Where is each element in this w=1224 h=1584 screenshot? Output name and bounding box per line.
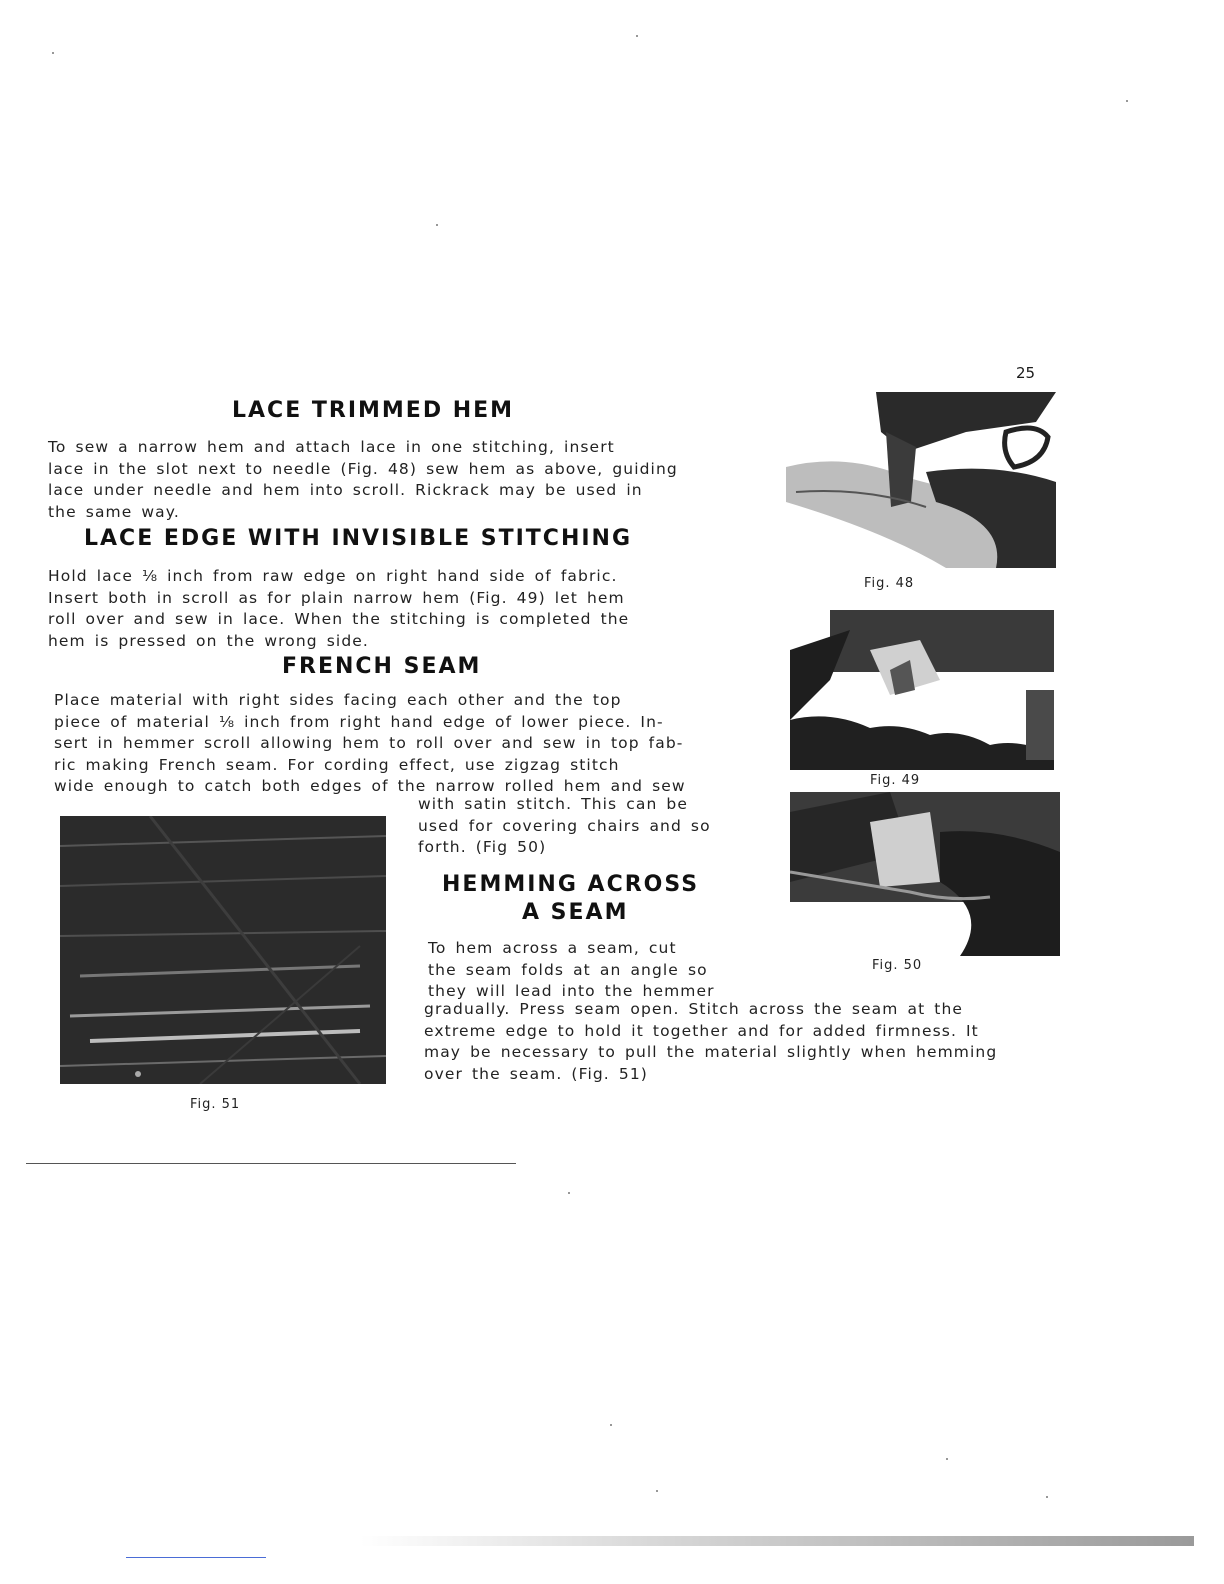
scan-speck (610, 1424, 612, 1426)
figure-48-photo (786, 392, 1056, 568)
text-line: may be necessary to pull the material slightly when hemming (424, 1043, 998, 1061)
text-line: forth. (Fig 50) (418, 838, 547, 856)
figure-48-caption: Fig. 48 (864, 576, 915, 591)
paragraph-lace-trimmed-hem (48, 437, 678, 523)
scan-speck (52, 52, 54, 54)
scan-edge-bar (360, 1536, 1194, 1546)
figure-51-caption: Fig. 51 (190, 1097, 241, 1112)
heading-hemming-across: HEMMING ACROSS (442, 872, 700, 897)
paragraph-lace-edge (48, 566, 629, 652)
heading-french-seam: FRENCH SEAM (282, 654, 482, 679)
text-line: wide enough to catch both edges of the narrow rolled hem and sew (54, 777, 686, 795)
paragraph-french-seam (54, 690, 686, 798)
horizontal-rule (26, 1163, 516, 1164)
scan-speck (568, 1192, 570, 1194)
text-line: the seam folds at an angle so (428, 960, 708, 979)
text-line: gradually. Press seam open. Stitch across the seam at the (424, 1000, 964, 1018)
figure-49-caption: Fig. 49 (870, 773, 921, 788)
text-line: used for covering chairs and so (418, 816, 711, 835)
page-number: 25 (1016, 364, 1036, 382)
blue-underline (126, 1557, 266, 1558)
text-line: with satin stitch. This can be (418, 795, 689, 813)
text-line: Insert both in scroll as for plain narrow hem (Fig. 49) let hem (48, 588, 625, 607)
paragraph-french-seam-continued (418, 794, 711, 859)
scan-speck (636, 35, 638, 37)
text-line: extreme edge to hold it together and for added firmness. It (424, 1021, 979, 1040)
figure-51-photo (60, 816, 386, 1084)
text-line: Hold lace ⅛ inch from raw edge on right hand side of fabric. (48, 567, 618, 585)
text-line: lace under needle and hem into scroll. Rickrack may be used in (48, 481, 643, 499)
scan-speck (1046, 1496, 1048, 1498)
text-line: Place material with right sides facing each other and the top (54, 691, 622, 709)
figure-49-photo (790, 610, 1054, 770)
text-line: ric making French seam. For cording effect, use zigzag stitch (54, 755, 620, 774)
figure-50-caption: Fig. 50 (872, 958, 923, 973)
heading-lace-edge: LACE EDGE WITH INVISIBLE STITCHING (84, 526, 633, 551)
scan-speck (436, 224, 438, 226)
text-line: over the seam. (Fig. 51) (424, 1064, 648, 1083)
paragraph-hemming-across-wide (424, 999, 997, 1085)
text-line: lace in the slot next to needle (Fig. 48) sew hem as above, guiding (48, 459, 678, 478)
heading-a-seam: A SEAM (522, 900, 629, 925)
paragraph-hemming-across-narrow (428, 938, 715, 1003)
text-line: roll over and sew in lace. When the stitching is completed the (48, 610, 630, 628)
text-line: hem is pressed on the wrong side. (48, 631, 369, 650)
scan-speck (656, 1490, 658, 1492)
scan-speck (946, 1458, 948, 1460)
text-line: they will lead into the hemmer (428, 982, 715, 1000)
text-line: To hem across a seam, cut (428, 939, 677, 957)
figure-50-photo (790, 792, 1060, 956)
text-line: sert in hemmer scroll allowing hem to roll over and sew in top fab- (54, 734, 684, 752)
scan-speck (1126, 100, 1128, 102)
text-line: To sew a narrow hem and attach lace in one stitching, insert (48, 438, 615, 456)
text-line: the same way. (48, 502, 180, 521)
heading-lace-trimmed-hem: LACE TRIMMED HEM (232, 398, 515, 423)
text-line: piece of material ⅛ inch from right hand edge of lower piece. In- (54, 712, 664, 731)
